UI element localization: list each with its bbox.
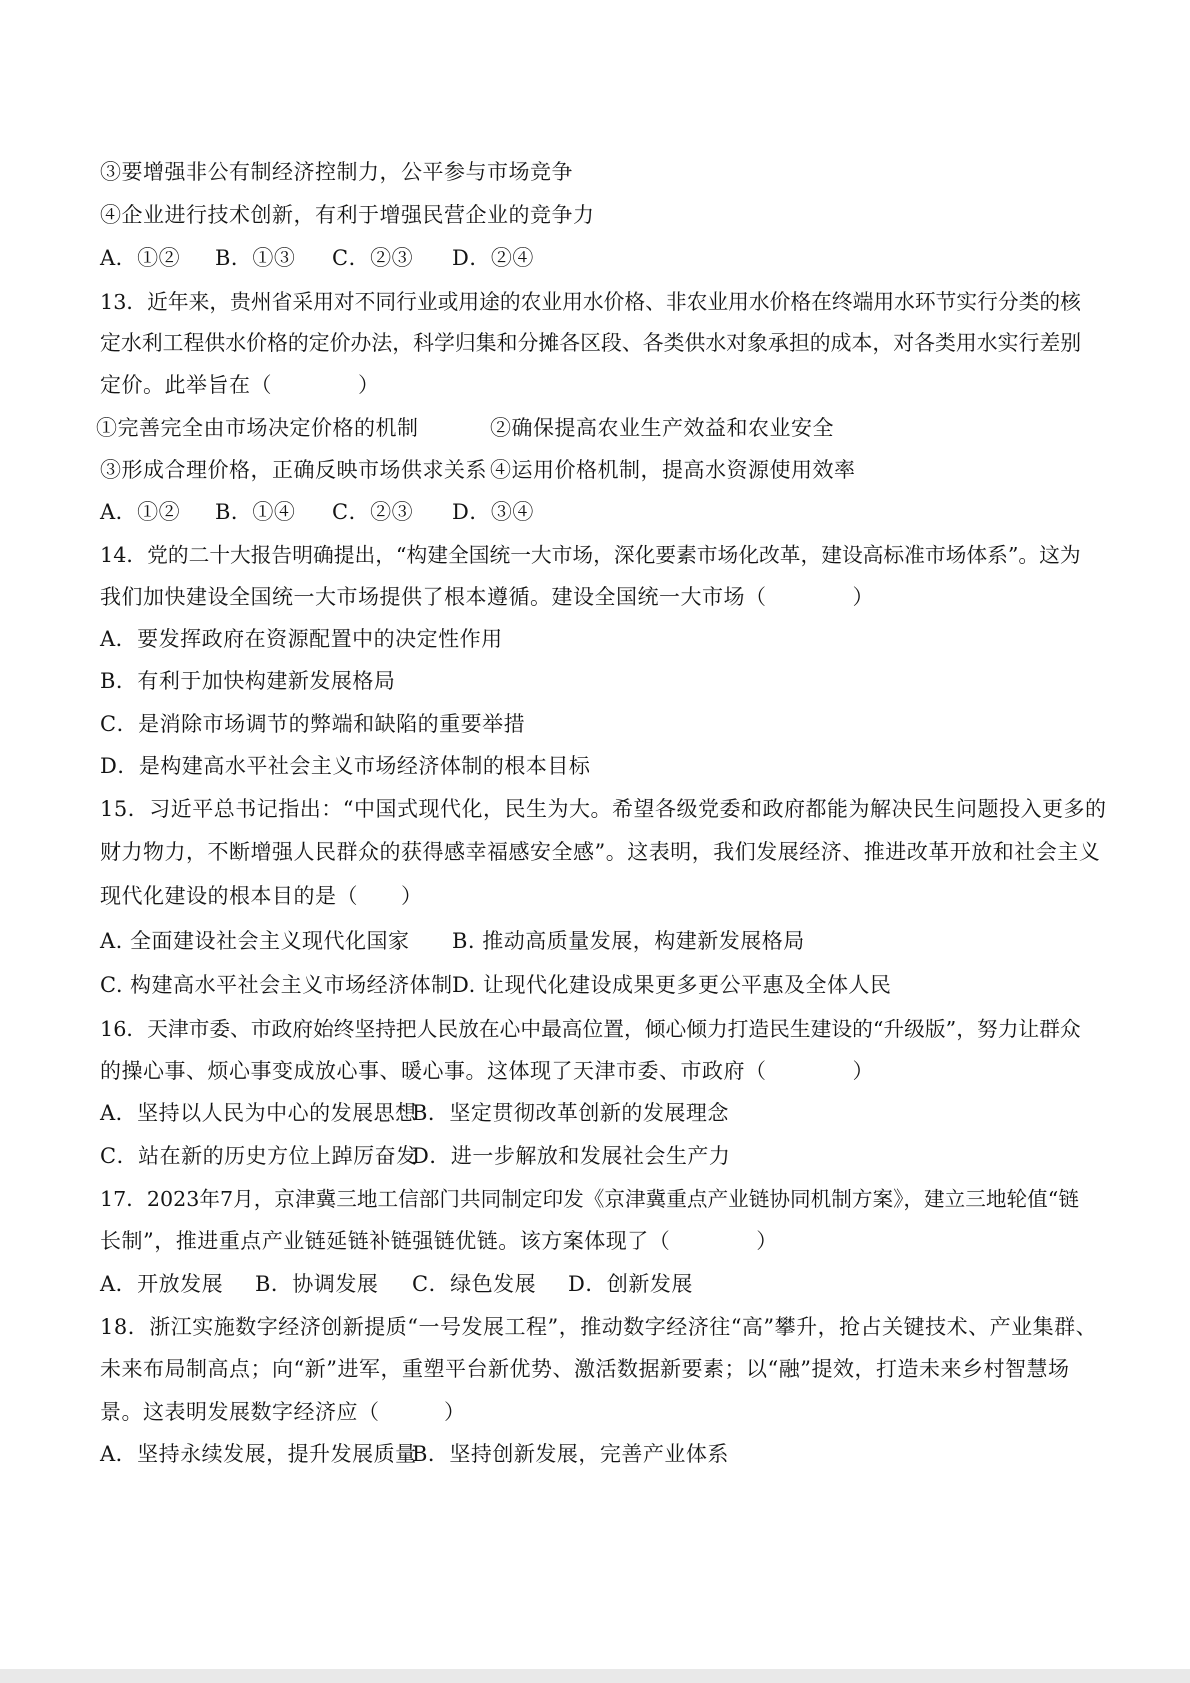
- q13-statement-3: ③形成合理价格，正确反映市场供求关系: [100, 458, 487, 482]
- q16-option-c: C．站在新的历史方位上踔厉奋发: [100, 1144, 418, 1168]
- q12-option-a: A．①②: [100, 246, 181, 270]
- q12-statement-3: ③要增强非公有制经济控制力，公平参与市场竞争: [100, 160, 573, 184]
- q13-stem-line-1: 13．近年来，贵州省采用对不同行业或用途的农业用水价格、非农业用水价格在终端用水环节实行分类的核: [100, 290, 1081, 314]
- q13-stem-line-3: 定价。此举旨在（ ）: [100, 373, 380, 397]
- q15-stem-line-1: 15．习近平总书记指出：“中国式现代化，民生为大。希望各级党委和政府都能为解决民生问题投入更多的: [100, 797, 1107, 821]
- q17-stem-line-2: 长制”，推进重点产业链延链补链强链优链。该方案体现了（ ）: [100, 1229, 778, 1253]
- q18-stem-line-3: 景。这表明发展数字经济应（ ）: [100, 1400, 466, 1424]
- q14-option-a: A．要发挥政府在资源配置中的决定性作用: [100, 627, 503, 651]
- q14-option-c: C．是消除市场调节的弊端和缺陷的重要举措: [100, 712, 526, 736]
- q12-option-b: B．①③: [215, 246, 296, 270]
- q15-option-b: B. 推动高质量发展，构建新发展格局: [452, 929, 805, 953]
- q16-option-a: A．坚持以人民为中心的发展思想: [100, 1101, 417, 1125]
- q17-option-d: D．创新发展: [568, 1272, 693, 1296]
- q14-option-b: B．有利于加快构建新发展格局: [100, 669, 396, 693]
- q17-option-c: C．绿色发展: [412, 1272, 537, 1296]
- q12-statement-4: ④企业进行技术创新，有利于增强民营企业的竞争力: [100, 203, 595, 227]
- q13-statement-1: ①完善完全由市场决定价格的机制: [96, 416, 419, 440]
- q15-option-d: D. 让现代化建设成果更多更公平惠及全体人民: [452, 973, 892, 997]
- q18-stem-line-2: 未来布局制高点；向“新”进军，重塑平台新优势、激活数据新要素；以“融”提效，打造未来乡村智慧场: [100, 1357, 1070, 1381]
- q13-stem-line-2: 定水利工程供水价格的定价办法，科学归集和分摊各区段、各类供水对象承担的成本，对各类用水实行差别: [100, 331, 1082, 355]
- scan-bottom-edge: [0, 1669, 1190, 1683]
- q16-option-b: B．坚定贯彻改革创新的发展理念: [412, 1101, 729, 1125]
- q14-stem-line-1: 14．党的二十大报告明确提出，“构建全国统一大市场，深化要素市场化改革，建设高标准市场体系”。这为: [100, 543, 1081, 567]
- q16-stem-line-1: 16．天津市委、市政府始终坚持把人民放在心中最高位置，倾心倾力打造民生建设的“升级版”，努力让群众: [100, 1017, 1081, 1041]
- q14-option-d: D．是构建高水平社会主义市场经济体制的根本目标: [100, 754, 591, 778]
- q15-stem-line-2: 财力物力，不断增强人民群众的获得感幸福感安全感”。这表明，我们发展经济、推进改革开放和社会主义: [100, 840, 1101, 864]
- q18-option-a: A．坚持永续发展，提升发展质量: [100, 1442, 417, 1466]
- q18-stem-line-1: 18．浙江实施数字经济创新提质“一号发展工程”，推动数字经济往“高”攀升，抢占关键技术、产业集群、: [100, 1315, 1098, 1339]
- q18-option-b: B．坚持创新发展，完善产业体系: [412, 1442, 729, 1466]
- q13-statement-2: ②确保提高农业生产效益和农业安全: [490, 416, 834, 440]
- q17-option-b: B．协调发展: [255, 1272, 379, 1296]
- q17-stem-line-1: 17．2023年7月，京津冀三地工信部门共同制定印发《京津冀重点产业链协同机制方案》，建立三地轮值“链: [100, 1187, 1079, 1211]
- q12-option-d: D．②④: [452, 246, 534, 270]
- q13-statement-4: ④运用价格机制，提高水资源使用效率: [490, 458, 856, 482]
- q16-option-d: D．进一步解放和发展社会生产力: [412, 1144, 731, 1168]
- q15-option-c: C. 构建高水平社会主义市场经济体制: [100, 973, 453, 997]
- q12-option-c: C．②③: [332, 246, 414, 270]
- q13-option-d: D．③④: [452, 500, 534, 524]
- q17-option-a: A．开放发展: [100, 1272, 224, 1296]
- q13-option-a: A．①②: [100, 500, 181, 524]
- q15-stem-line-3: 现代化建设的根本目的是（ ）: [100, 884, 423, 908]
- q16-stem-line-2: 的操心事、烦心事变成放心事、暖心事。这体现了天津市委、市政府（ ）: [100, 1059, 874, 1083]
- q13-option-c: C．②③: [332, 500, 414, 524]
- q13-option-b: B．①④: [215, 500, 296, 524]
- q14-stem-line-2: 我们加快建设全国统一大市场提供了根本遵循。建设全国统一大市场（ ）: [100, 585, 874, 609]
- q15-option-a: A. 全面建设社会主义现代化国家: [100, 929, 410, 953]
